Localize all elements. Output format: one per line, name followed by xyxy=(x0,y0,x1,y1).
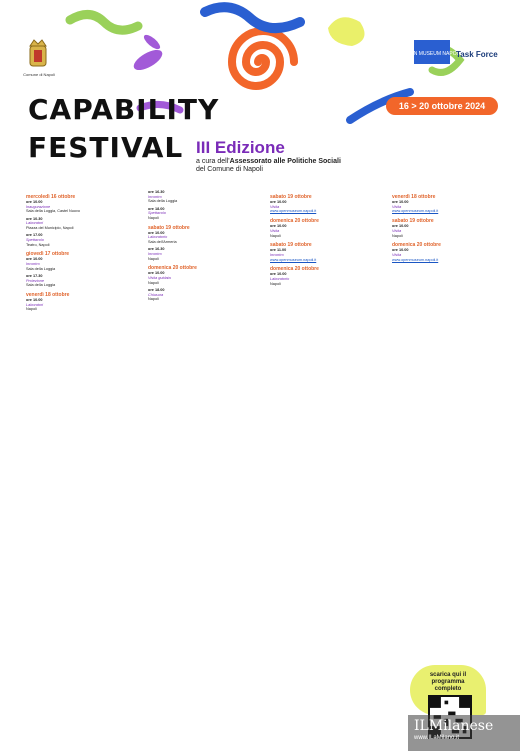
event-entry xyxy=(270,200,382,214)
program-column-3 xyxy=(270,190,382,750)
blue-wave-icon xyxy=(205,7,300,28)
crest-caption: Comune di Napoli xyxy=(23,72,55,77)
watermark-url: www.ILaMilano.it xyxy=(414,735,460,741)
event-link[interactable]: www.openmuseum.napoli.it xyxy=(392,257,439,262)
subtitle-prefix: a cura dell' xyxy=(196,158,230,165)
event-entry xyxy=(26,298,138,312)
event-venue: Napoli xyxy=(270,233,281,238)
event-type: Visita xyxy=(392,228,402,233)
event-time: ore 10.00 xyxy=(270,224,287,229)
event-time: ore 16.30 xyxy=(148,247,165,252)
title-line-1: CAPABILITY xyxy=(28,93,220,126)
event-time: ore 10.00 xyxy=(26,298,43,303)
purple-leaf-icon xyxy=(142,33,162,52)
event-type: Incontro xyxy=(148,252,162,257)
comune-crest-icon xyxy=(26,38,50,70)
program-column-2 xyxy=(148,190,260,750)
watermark xyxy=(408,715,520,751)
event-type: Incontro xyxy=(148,194,162,199)
festival-header xyxy=(0,0,525,185)
event-time: ore 10.30 xyxy=(26,216,43,221)
dates-badge: 16 > 20 ottobre 2024 xyxy=(386,97,498,115)
yellow-blob-icon xyxy=(328,17,365,46)
day-heading: venerdì 18 ottobre xyxy=(392,194,436,200)
event-venue: Napoli xyxy=(392,233,403,238)
event-venue: Sala dell'Armeria xyxy=(148,240,177,245)
day-heading: giovedì 17 ottobre xyxy=(26,251,70,258)
event-entry xyxy=(392,248,504,262)
orange-spiral-icon xyxy=(232,31,294,86)
event-time: ore 10.00 xyxy=(392,248,409,253)
day-heading: sabato 19 ottobre xyxy=(270,242,312,249)
event-time: ore 17.30 xyxy=(26,273,43,278)
program-column-1 xyxy=(26,190,138,750)
event-type: Laboratori xyxy=(26,302,44,307)
event-venue: Napoli xyxy=(148,256,159,261)
day-heading: sabato 19 ottobre xyxy=(148,224,190,231)
event-venue: Sala della Loggia xyxy=(26,266,56,271)
event-venue: Sala della Loggia, Castel Nuovo xyxy=(26,209,81,214)
day-heading: venerdì 18 ottobre xyxy=(26,292,70,299)
event-time: ore 10.00 xyxy=(148,230,165,235)
event-entry xyxy=(26,274,138,288)
event-time: ore 10.00 xyxy=(270,272,287,277)
event-entry xyxy=(270,224,382,238)
event-time: ore 10.00 xyxy=(270,200,287,204)
event-type: Laboratorio xyxy=(148,235,168,240)
event-type: Visita xyxy=(392,252,402,257)
event-venue: Napoli xyxy=(148,216,159,221)
event-venue: Teatro, Napoli xyxy=(26,242,50,247)
watermark-brand: ILMilanese xyxy=(414,718,494,734)
event-type: Visita xyxy=(392,204,402,209)
event-entry xyxy=(148,231,260,245)
day-heading: domenica 20 ottobre xyxy=(392,242,441,249)
event-entry xyxy=(148,207,260,221)
event-type: Inaugurazione xyxy=(26,204,51,209)
event-type: Chiusura xyxy=(148,292,164,297)
event-type: Proiezione xyxy=(26,278,44,283)
subtitle-line-2: del Comune di Napoli xyxy=(196,166,263,173)
event-time: ore 10.00 xyxy=(148,271,165,276)
event-link[interactable]: www.openmuseum.napoli.it xyxy=(270,209,317,214)
download-callout-text: scarica qui il programma completo xyxy=(429,672,467,692)
day-heading: mercoledì 16 ottobre xyxy=(26,194,76,200)
title-line-2: FESTIVAL xyxy=(28,131,184,164)
event-entry xyxy=(148,271,260,285)
day-heading: sabato 19 ottobre xyxy=(270,194,312,200)
open-museum-logo xyxy=(403,40,461,64)
event-venue: Napoli xyxy=(148,297,159,302)
event-type: Incontro xyxy=(270,252,284,257)
event-entry xyxy=(26,233,138,247)
event-type: Visita xyxy=(270,204,280,209)
event-time: ore 10.00 xyxy=(392,200,409,204)
event-time: ore 17.00 xyxy=(26,233,43,238)
event-entry xyxy=(270,248,382,262)
event-venue: Piazza del Municipio, Napoli xyxy=(26,226,74,231)
event-venue: Napoli xyxy=(148,280,159,285)
purple-leaf-icon xyxy=(131,46,166,74)
subtitle-bold: Assessorato alle Politiche Sociali xyxy=(229,158,341,165)
event-type: Laboratori xyxy=(26,221,44,226)
day-heading: domenica 20 ottobre xyxy=(270,218,319,225)
subtitle xyxy=(196,158,341,174)
open-museum-label: OPEN MUSEUM NAPOLI xyxy=(403,51,461,57)
event-type: Spettacolo xyxy=(148,211,166,216)
event-entry xyxy=(148,288,260,302)
event-entry xyxy=(392,200,504,214)
event-time: ore 11.00 xyxy=(270,248,287,253)
event-link[interactable]: www.openmuseum.napoli.it xyxy=(270,257,317,262)
event-link[interactable]: www.openmuseum.napoli.it xyxy=(392,209,439,214)
event-venue: Sala della Loggia xyxy=(148,199,178,204)
event-entry xyxy=(26,200,138,214)
event-type: Visita xyxy=(270,228,280,233)
event-time: ore 16.30 xyxy=(148,190,165,194)
edition-label: III Edizione xyxy=(196,138,285,157)
day-heading: domenica 20 ottobre xyxy=(148,265,197,272)
event-time: ore 10.00 xyxy=(26,257,43,262)
event-entry xyxy=(26,217,138,231)
event-type: Spettacolo xyxy=(26,237,44,242)
event-venue: Napoli xyxy=(270,281,281,286)
day-heading: domenica 20 ottobre xyxy=(270,266,319,273)
event-entry xyxy=(392,224,504,238)
event-entry xyxy=(270,272,382,286)
event-entry xyxy=(26,257,138,271)
event-type: Incontro xyxy=(26,262,40,267)
event-venue: Napoli xyxy=(26,307,37,312)
day-heading: sabato 19 ottobre xyxy=(392,218,434,225)
event-venue: Sala della Loggia xyxy=(26,283,56,288)
event-entry xyxy=(148,190,260,204)
event-time: ore 10.00 xyxy=(392,224,409,229)
event-time: ore 18.00 xyxy=(148,206,165,211)
event-entry xyxy=(148,247,260,261)
task-force-logo: Task Force xyxy=(456,50,498,59)
event-time: ore 18.00 xyxy=(148,288,165,293)
event-type: Visita guidata xyxy=(148,276,171,281)
festival-title xyxy=(28,95,219,163)
green-squiggle-icon xyxy=(70,14,138,30)
event-time: ore 10.00 xyxy=(26,200,43,204)
event-type: Laboratorio xyxy=(270,277,290,282)
